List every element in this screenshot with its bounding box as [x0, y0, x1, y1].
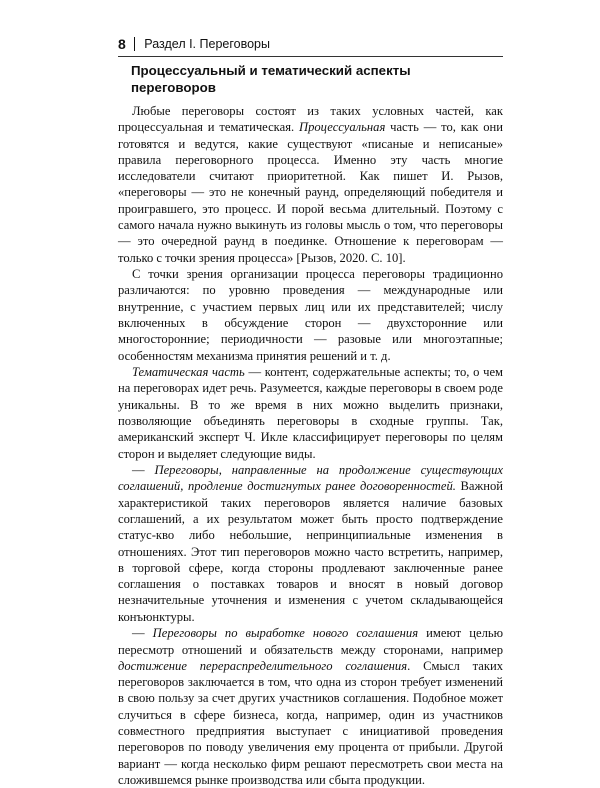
paragraph-5-rest: . Смысл таких переговоров заключается в том, что одна из сторон требует изменений в свою пользу за счет других участников соглашения. Подобное может случиться в сфере бизнеса, когда, например, один из участников совместного предприятия выступает с инициативой проведения переговоров по поводу увеличения ему процента от прибыли. Другой вариант — когда несколько фирм решают пересмотреть свои места на сложившемся рынке производства или сбыта продукции.: [118, 658, 503, 787]
paragraph-1: [118, 103, 503, 266]
paragraph-4: [118, 462, 503, 625]
paragraph-3-emphasis: Тематическая часть: [132, 365, 245, 380]
page-number: 8: [118, 36, 126, 52]
body-text: [118, 103, 503, 788]
paragraph-5-emphasis: Переговоры по выработке нового соглашения: [152, 626, 419, 641]
paragraph-1-emphasis: Процессуальная: [298, 120, 386, 135]
paragraph-1-text: Любые переговоры состоят из таких условных частей, как процессуальная и тематическая.: [118, 104, 503, 135]
paragraph-2: [118, 266, 503, 364]
paragraph-2-text: С точки зрения организации процесса переговоры традиционно различаются: по уровню проведения — международные или внутренние, с участием первых лиц или их представителей; числу включенных в обсуждение сторон — двухсторонние или многосторонние; периодичности — разовые или многоэтапные; особенностям механизма принятия решений и т. д.: [118, 267, 503, 363]
paragraph-5: [118, 625, 503, 788]
title-line-2: переговоров: [131, 80, 216, 95]
header-divider: [134, 37, 136, 51]
paragraph-3-rest: — контент, содержательные аспекты; то, о чем на переговорах идет речь. Разумеется, каждые переговоры в своем роде уникальны. В то же время в них можно выделить признаки, позволяющие объединять переговоры в сходные группы. Так, американский эксперт Ч. Икле классифицирует переговоры по целям сторон и выделяет следующие виды.: [118, 365, 504, 461]
paragraph-4-dash: —: [132, 463, 155, 478]
title-line-1: Процессуальный и тематический аспекты: [131, 63, 411, 78]
section-label: Раздел I. Переговоры: [144, 37, 270, 51]
paragraph-1-rest: часть — то, как они готовятся и ведутся, какие существуют «писаные и неписаные» правила переговорного процесса. Именно эту часть многие исследователи считают приоритетной. Как пишет И. Рызов, «переговоры — это не конечный раунд, определяющий победителя и проигравшего, это процесс. И порой весьма длительный. Поэтому с самого начала нужно выкинуть из головы мысль о том, что переговоры — это очередной раунд в поединке. Отношение к переговорам — только с точки зрения процесса» [Рызов, 2020. С. 10].: [118, 120, 503, 265]
paragraph-5-mid: имеют целью пересмотр отношений и обязательств между сторонами, например: [118, 626, 504, 657]
paragraph-3: [118, 364, 503, 462]
running-head: [118, 34, 503, 54]
section-title: [131, 62, 471, 96]
paragraph-4-emphasis: Переговоры, направленные на продолжение существующих соглашений, продление достигнутых ранее договоренностей.: [118, 463, 503, 494]
paragraph-5-emphasis-2: достижение перераспределительного соглашения: [118, 658, 408, 673]
paragraph-4-rest: Важной характеристикой таких переговоров является наличие базовых соглашений, а их результатом может быть просто подтверждение статус-кво либо небольшие, непринципиальные изменения в отношениях. Этот тип переговоров можно часто встретить, например, в торговой сфере, когда стороны продлевают заключенные ранее соглашения о поставках товаров и вносят в новый договор незначительные уточнения и изменения с учетом складывающейся конъюнктуры.: [118, 479, 503, 624]
header-rule: [118, 56, 503, 57]
paragraph-5-dash: —: [132, 626, 153, 641]
